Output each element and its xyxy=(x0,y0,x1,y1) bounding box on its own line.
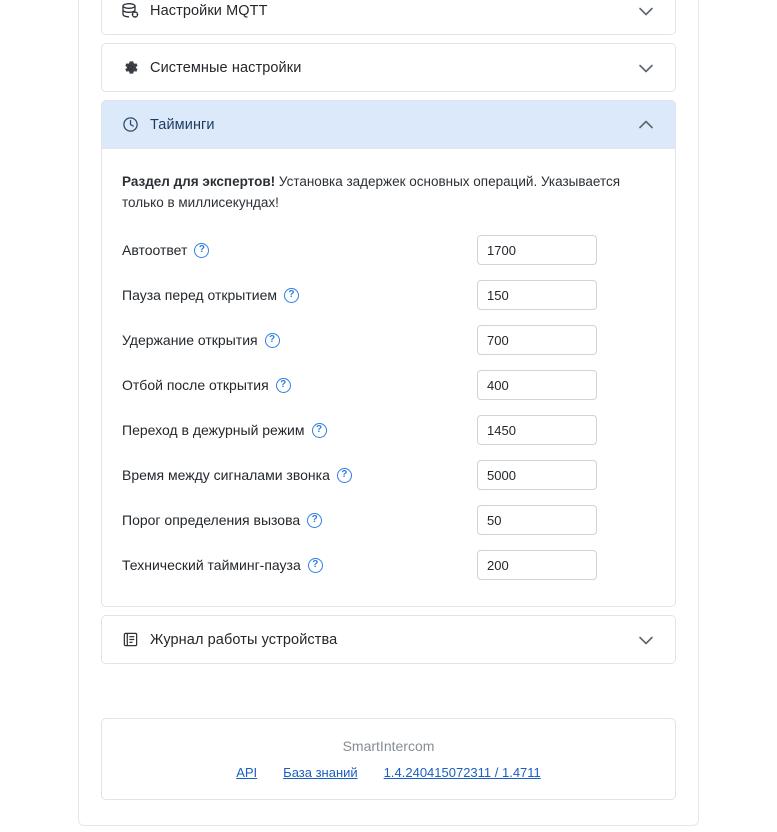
field-row-call-threshold xyxy=(122,505,655,535)
footer-link-api[interactable]: API xyxy=(236,765,258,780)
chevron-down-icon[interactable] xyxy=(635,0,657,22)
field-row-pause-before-open xyxy=(122,280,655,310)
field-input-call-threshold[interactable] xyxy=(477,505,597,535)
field-label-pause-before-open xyxy=(122,287,477,303)
accordion-title-timings: Тайминги xyxy=(150,116,215,133)
help-icon[interactable]: ? xyxy=(312,423,327,438)
help-icon[interactable]: ? xyxy=(265,333,280,348)
timings-panel xyxy=(102,148,675,606)
field-input-hangup-after-open[interactable] xyxy=(477,370,597,400)
field-row-technical-pause xyxy=(122,550,655,580)
log-icon xyxy=(120,630,140,650)
field-label-hangup-after-open xyxy=(122,377,477,393)
accordion-header-timings[interactable] xyxy=(102,101,675,148)
field-label-standby-switch xyxy=(122,422,477,438)
footer-app-name: SmartIntercom xyxy=(342,738,435,754)
field-input-ring-interval[interactable] xyxy=(477,460,597,490)
field-input-autoanswer[interactable] xyxy=(477,235,597,265)
settings-accordion xyxy=(101,0,676,672)
field-label-text: Переход в дежурный режим xyxy=(122,422,305,438)
field-input-open-hold[interactable] xyxy=(477,325,597,355)
accordion-title-mqtt: Настройки MQTT xyxy=(150,2,268,19)
field-label-open-hold xyxy=(122,332,477,348)
footer-link-knowledge-base[interactable]: База знаний xyxy=(283,765,358,780)
accordion-section-mqtt xyxy=(101,0,676,35)
field-label-text: Пауза перед открытием xyxy=(122,287,277,303)
gear-icon xyxy=(120,58,140,78)
expert-note-bold: Раздел для экспертов! xyxy=(122,174,276,189)
field-input-pause-before-open[interactable] xyxy=(477,280,597,310)
help-icon[interactable]: ? xyxy=(307,513,322,528)
field-label-technical-pause xyxy=(122,557,477,573)
accordion-section-system xyxy=(101,43,676,92)
help-icon[interactable]: ? xyxy=(284,288,299,303)
field-row-autoanswer xyxy=(122,235,655,265)
help-icon[interactable]: ? xyxy=(276,378,291,393)
chevron-down-icon[interactable] xyxy=(635,629,657,651)
accordion-section-timings xyxy=(101,100,676,607)
clock-icon xyxy=(120,115,140,135)
field-row-ring-interval xyxy=(122,460,655,490)
accordion-title-journal: Журнал работы устройства xyxy=(150,631,338,648)
field-label-text: Порог определения вызова xyxy=(122,512,301,528)
field-row-hangup-after-open xyxy=(122,370,655,400)
field-label-text: Технический тайминг-пауза xyxy=(122,557,301,573)
chevron-down-icon[interactable] xyxy=(635,57,657,79)
accordion-title-system: Системные настройки xyxy=(150,59,302,76)
field-label-text: Время между сигналами звонка xyxy=(122,467,330,483)
field-label-ring-interval xyxy=(122,467,477,483)
database-icon xyxy=(120,1,140,21)
footer-link-version[interactable]: 1.4.240415072311 / 1.4711 xyxy=(383,765,541,780)
footer-card xyxy=(101,718,676,800)
help-icon[interactable]: ? xyxy=(308,558,323,573)
accordion-section-journal xyxy=(101,615,676,664)
accordion-header-system[interactable] xyxy=(102,44,675,91)
help-icon[interactable]: ? xyxy=(337,468,352,483)
field-label-text: Автоответ xyxy=(122,242,188,258)
accordion-header-journal[interactable] xyxy=(102,616,675,663)
footer-links xyxy=(236,765,541,780)
field-input-technical-pause[interactable] xyxy=(477,550,597,580)
field-row-standby-switch xyxy=(122,415,655,445)
field-label-text: Удержание открытия xyxy=(122,332,258,348)
field-label-text: Отбой после открытия xyxy=(122,377,269,393)
chevron-up-icon[interactable] xyxy=(635,114,657,136)
expert-note xyxy=(122,171,655,213)
expert-note-rest: Установка задержек основных операций. Указывается только в миллисекундах! xyxy=(122,174,621,210)
field-label-call-threshold xyxy=(122,512,477,528)
help-icon[interactable]: ? xyxy=(194,243,209,258)
field-row-open-hold xyxy=(122,325,655,355)
accordion-header-mqtt[interactable] xyxy=(102,0,675,34)
field-label-autoanswer xyxy=(122,242,477,258)
field-input-standby-switch[interactable] xyxy=(477,415,597,445)
